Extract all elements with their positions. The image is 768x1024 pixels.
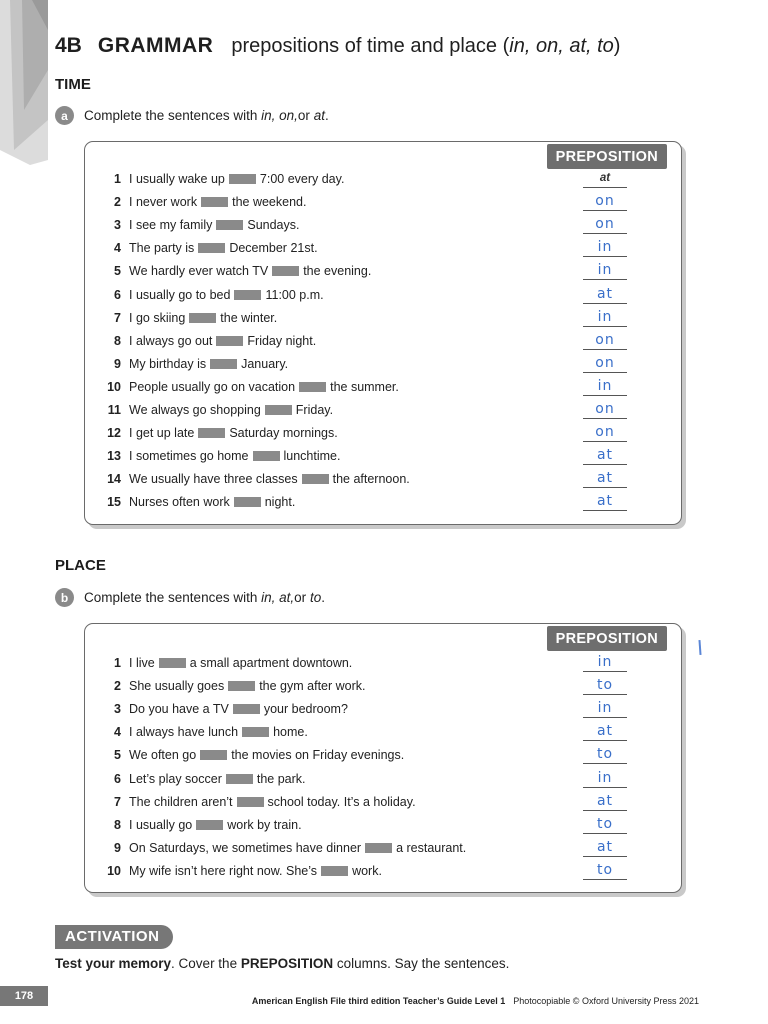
preposition-column-label: PREPOSITION	[547, 144, 667, 169]
sentence-text-before: We usually have three classes	[129, 472, 298, 487]
answer-line: on	[583, 216, 627, 234]
answer-line: in	[583, 309, 627, 327]
sentence-text-after: the summer.	[330, 379, 399, 394]
sentence-row	[97, 769, 681, 794]
sentence-number: 3	[114, 702, 121, 717]
answer-line: at	[583, 793, 627, 811]
sentence-row	[97, 656, 681, 678]
sentence-text-after: 7:00 every day.	[259, 172, 345, 186]
answer-line: on	[583, 401, 627, 419]
sentence-row	[97, 241, 681, 263]
sentence-text-before: We often go	[129, 748, 197, 763]
answer-line: to	[583, 816, 627, 834]
blank-box	[242, 727, 269, 737]
answer-line: on	[583, 355, 627, 373]
answer-line: at	[583, 493, 627, 511]
answer-line: to	[583, 746, 627, 764]
answer-line: on	[583, 424, 627, 442]
sentence-text-after: Saturday mornings.	[229, 426, 338, 441]
sentence-row	[97, 748, 681, 770]
sentence-text-before: I usually go to bed	[129, 287, 231, 302]
blank-box	[159, 658, 186, 668]
sentence-text-before: I usually wake up	[129, 172, 225, 186]
sentence-text-before: I usually go	[129, 817, 193, 832]
blank-box	[226, 774, 253, 784]
sentence-text-after: a restaurant.	[396, 840, 467, 855]
sentence-number: 7	[114, 794, 121, 809]
sentence-row	[97, 449, 681, 471]
sentence-row	[97, 285, 681, 310]
sentence-row	[97, 861, 681, 886]
blank-box	[216, 336, 243, 346]
sentence-number: 5	[114, 748, 121, 763]
answer-line: in	[583, 262, 627, 280]
sentence-number: 9	[114, 840, 121, 855]
time-instruction: a Complete the sentences with in, on, or at .	[55, 106, 329, 125]
sentence-text-after: December 21st.	[229, 241, 318, 256]
sentence-text-after: the movies on Friday evenings.	[231, 748, 405, 763]
sentence-text-after: work.	[352, 863, 382, 878]
sentence-number: 2	[114, 679, 121, 694]
blank-box	[237, 797, 264, 807]
title-topic: prepositions of time and place (in, on, at, to)	[231, 35, 621, 57]
sentence-row	[97, 331, 681, 356]
sentence-row	[97, 264, 681, 286]
footer	[252, 996, 699, 1006]
blank-box	[302, 474, 329, 484]
preposition-column-label: PREPOSITION	[547, 626, 667, 651]
answer-line: at	[583, 723, 627, 741]
blank-box	[228, 681, 255, 691]
place-instruction: b Complete the sentences with in, at, or to .	[55, 588, 325, 607]
answer-line: on	[583, 193, 627, 211]
time-exercise-box	[84, 141, 682, 525]
sentence-row	[97, 838, 681, 863]
sentence-text-before: I see my family	[129, 218, 213, 233]
title-code: 4B	[55, 34, 82, 57]
sentence-text-after: the winter.	[220, 310, 278, 325]
answer-line: to	[583, 677, 627, 695]
sentence-row	[97, 195, 681, 217]
sentence-text-after: night.	[264, 495, 296, 510]
sentence-text-after: a small apartment downtown.	[189, 656, 353, 670]
sentence-row	[97, 702, 681, 724]
sentence-row	[97, 495, 681, 517]
sentence-text-after: Friday night.	[247, 333, 317, 348]
sentence-text-after: lunchtime.	[283, 449, 341, 464]
sentence-number: 11	[107, 403, 121, 417]
answer-line: to	[583, 862, 627, 880]
answer-line: in	[583, 239, 627, 257]
sentence-row	[97, 354, 681, 379]
sentence-text-after: work by train.	[227, 817, 302, 832]
sentence-text-before: We hardly ever watch TV	[129, 264, 269, 279]
blank-box	[234, 497, 261, 507]
answer-line: in	[583, 700, 627, 718]
sentence-text-after: your bedroom?	[263, 702, 348, 717]
sentence-text-before: She usually goes	[129, 679, 225, 694]
sentence-row	[97, 218, 681, 240]
sentence-row	[97, 679, 681, 701]
sentence-row	[97, 815, 681, 840]
sentence-number: 10	[107, 863, 121, 878]
answer-line: in	[583, 654, 627, 672]
sentence-number: 6	[114, 771, 121, 786]
sentence-number: 9	[114, 356, 121, 371]
sentence-text-before: Do you have a TV	[129, 702, 229, 717]
sentence-text-before: I always go out	[129, 333, 213, 348]
answer-line: at	[583, 839, 627, 857]
sentence-text-before: My wife isn’t here right now. She’s	[129, 863, 318, 878]
sentence-number: 3	[114, 218, 121, 233]
blank-box	[198, 428, 225, 438]
answer-line: in	[583, 770, 627, 788]
blank-box	[233, 704, 260, 714]
answer-line: at	[583, 170, 627, 188]
answer-line: at	[583, 470, 627, 488]
sentence-number: 5	[114, 264, 121, 279]
sentence-text-before: People usually go on vacation	[129, 379, 296, 394]
blank-box	[321, 866, 348, 876]
sentence-text-before: On Saturdays, we sometimes have dinner	[129, 840, 362, 855]
sentence-number: 8	[114, 333, 121, 348]
sentence-number: 12	[107, 426, 121, 441]
place-heading: PLACE	[55, 557, 106, 574]
sentence-text-before: The children aren’t	[129, 794, 233, 809]
sentence-text-before: Let’s play soccer	[129, 771, 222, 786]
answer-line: at	[583, 286, 627, 304]
sentence-text-after: the weekend.	[232, 195, 307, 210]
blank-box	[299, 382, 326, 392]
sentence-text-after: the evening.	[303, 264, 372, 279]
sentence-number: 13	[107, 449, 121, 464]
sentence-number: 4	[114, 725, 121, 740]
sentence-text-before: I sometimes go home	[129, 449, 249, 464]
blank-box	[234, 290, 261, 300]
footer-book-title: American English File third edition Teacher’s Guide Level 1	[251, 996, 506, 1006]
sentence-number: 1	[114, 656, 121, 670]
sentence-text-before: My birthday is	[129, 356, 207, 371]
sentence-text-before: We always go shopping	[129, 403, 261, 417]
sentence-row	[97, 792, 681, 817]
blank-box	[201, 197, 228, 207]
sentence-number: 4	[114, 241, 121, 256]
answer-line: on	[583, 332, 627, 350]
sentence-text-before: I go skiing	[129, 310, 186, 325]
corner-decoration	[0, 0, 48, 165]
blank-box	[210, 359, 237, 369]
time-heading: TIME	[55, 76, 91, 93]
sentence-text-before: The party is	[129, 241, 195, 256]
blank-box	[189, 313, 216, 323]
sentence-number: 6	[114, 287, 121, 302]
blank-box	[365, 843, 392, 853]
sentence-number: 10	[107, 379, 121, 394]
sentence-text-after: 11:00 p.m.	[265, 287, 324, 302]
title-section: GRAMMAR	[97, 34, 214, 57]
sentence-row	[97, 308, 681, 333]
sentence-text-after: the gym after work.	[259, 679, 366, 694]
sentence-number: 15	[107, 495, 121, 510]
blank-box	[229, 174, 256, 184]
sentence-row	[97, 725, 681, 747]
page-number: 178	[0, 986, 48, 1006]
sentence-number: 8	[114, 817, 121, 832]
sentence-number: 1	[114, 172, 121, 186]
sentence-row	[97, 472, 681, 494]
activation-banner: ACTIVATION	[55, 925, 173, 949]
activation-instruction: Test your memory. Cover the PREPOSITION columns. Say the sentences.	[55, 956, 510, 971]
sentence-text-before: Nurses often work	[129, 495, 230, 510]
blank-box	[196, 820, 223, 830]
sentence-row	[97, 403, 681, 425]
blank-box	[216, 220, 243, 230]
blank-box	[265, 405, 292, 415]
sentence-text-before: I never work	[129, 195, 198, 210]
sentence-row	[97, 377, 681, 402]
answer-line: at	[583, 447, 627, 465]
sentence-row	[97, 172, 681, 194]
sentence-number: 7	[114, 310, 121, 325]
stray-pen-mark	[698, 640, 701, 655]
sentence-text-after: January.	[241, 356, 289, 371]
sentence-text-after: school today. It’s a holiday.	[267, 794, 416, 809]
sentence-row	[97, 426, 681, 448]
blank-box	[272, 266, 299, 276]
sentence-text-before: I live	[129, 656, 155, 670]
footer-copyright: Photocopiable © Oxford University Press 2021	[513, 996, 699, 1006]
place-exercise-box	[84, 623, 682, 893]
sentence-text-before: I always have lunch	[129, 725, 239, 740]
sentence-text-after: the park.	[256, 771, 306, 786]
blank-box	[200, 750, 227, 760]
sentence-text-after: Friday.	[295, 403, 334, 417]
exercise-badge-a: a	[55, 106, 74, 125]
sentence-text-after: Sundays.	[247, 218, 300, 233]
answer-line: in	[583, 378, 627, 396]
sentence-text-after: the afternoon.	[332, 472, 410, 487]
sentence-text-before: I get up late	[129, 426, 195, 441]
sentence-number: 14	[107, 472, 121, 487]
exercise-badge-b: b	[55, 588, 74, 607]
blank-box	[253, 451, 280, 461]
page-title	[55, 34, 620, 58]
blank-box	[198, 243, 225, 253]
sentence-text-after: home.	[273, 725, 308, 740]
sentence-number: 2	[114, 195, 121, 210]
